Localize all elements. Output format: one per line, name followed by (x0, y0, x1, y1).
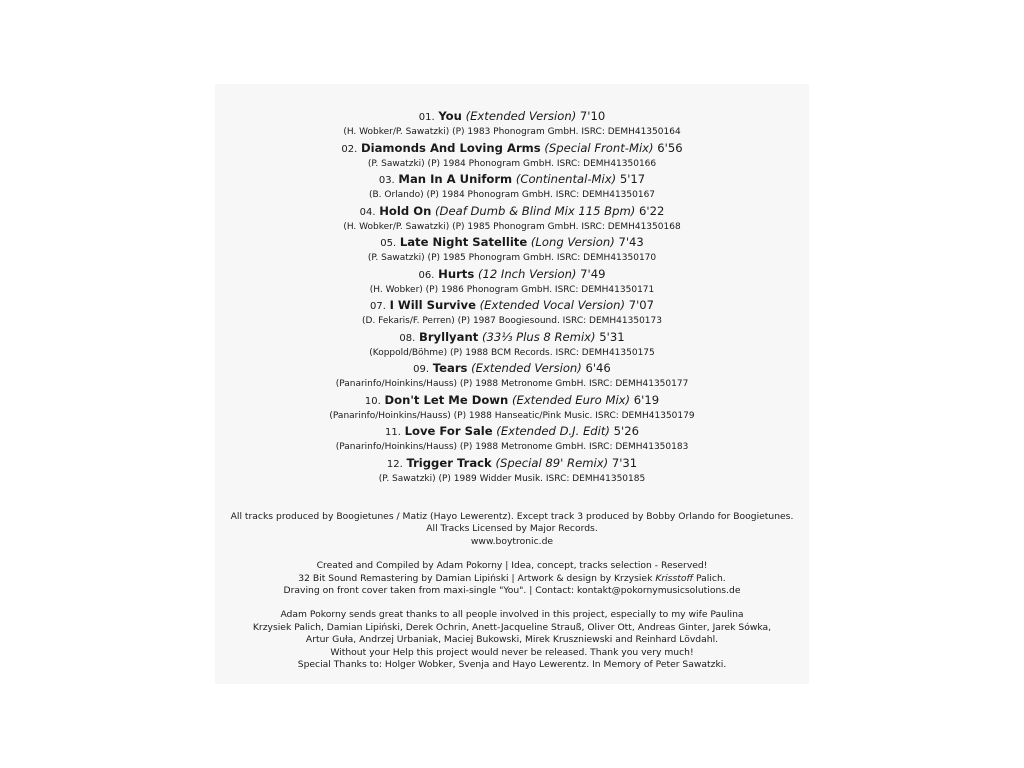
track-version: (Continental-Mix) (515, 172, 617, 186)
track-title: Tears (432, 361, 468, 375)
track-credit: (H. Wobker) (P) 1986 Phonogram GmbH. ISRC: DEMH41350171 (369, 284, 655, 295)
track-version: (Extended Version) (471, 361, 582, 375)
track-duration: 6'56 (657, 140, 683, 155)
thanks-line: Adam Pokorny sends great thanks to all people involved in this project, especially to my wife Paulina (280, 609, 744, 621)
track-version: (Special 89' Remix) (495, 455, 609, 470)
track-item (215, 455, 809, 487)
track-number: 02. (341, 143, 358, 155)
compilation-credits (215, 560, 809, 597)
track-item (215, 266, 809, 298)
track-title: Love For Sale (404, 424, 493, 438)
track-credit: (Panarinfo/Hoinkins/Hauss) (P) 1988 Metronome GmbH. ISRC: DEMH41350183 (335, 442, 689, 452)
track-version: (Extended Vocal Version) (479, 298, 626, 312)
track-credit: (P. Sawatzki) (P) 1984 Phonogram GmbH. ISRC: DEMH41350166 (367, 158, 657, 169)
track-version: (Extended D.J. Edit) (496, 424, 610, 438)
thanks-line: Without your Help this project would never be released. Thank you very much! (330, 646, 694, 658)
track-version: (12 Inch Version) (477, 266, 577, 281)
track-version: (Long Version) (530, 235, 615, 249)
track-version: (Special Front-Mix) (544, 140, 654, 155)
track-number: 07. (369, 301, 386, 312)
track-duration: 7'10 (579, 109, 606, 123)
track-item (215, 329, 809, 361)
track-number: 11. (385, 427, 401, 438)
track-item (215, 360, 809, 392)
track-duration: 7'31 (611, 455, 638, 470)
track-version: (33⅓ Plus 8 Remix) (481, 329, 596, 344)
track-title: Man In A Uniform (398, 172, 513, 186)
track-duration: 5'17 (619, 172, 646, 186)
track-item (215, 140, 809, 172)
track-duration: 5'26 (613, 424, 639, 438)
thanks-line: Krzysiek Palich, Damian Lipiński, Derek Ochrin, Anett-Jacqueline Strauß, Oliver Ott, Andreas Ginter, Jarek Sówka, (252, 621, 772, 633)
thanks-section (215, 609, 809, 671)
track-title: You (438, 109, 462, 123)
track-title: Trigger Track (406, 455, 492, 470)
track-number: 09. (413, 364, 430, 375)
track-title: Hurts (438, 266, 475, 281)
track-number: 03. (378, 175, 395, 186)
track-credit: (P. Sawatzki) (P) 1989 Widder Musik. ISRC: DEMH41350185 (378, 473, 646, 484)
remaster-artwork-line: 32 Bit Sound Remastering by Damian Lipiński | Artwork & design by Krzysiek Krisstoff Palich. (298, 572, 726, 584)
track-title: I Will Survive (389, 298, 476, 312)
track-duration: 6'46 (585, 361, 611, 375)
track-title: Bryllyant (419, 329, 479, 344)
track-duration: 6'19 (633, 392, 660, 407)
track-duration: 6'22 (639, 203, 665, 218)
track-credit: (Panarinfo/Hoinkins/Hauss) (P) 1988 Metronome GmbH. ISRC: DEMH41350177 (335, 379, 689, 389)
track-item (215, 203, 809, 235)
track-credit: (Panarinfo/Hoinkins/Hauss) (P) 1988 Hanseatic/Pink Music. ISRC: DEMH41350179 (329, 410, 695, 421)
track-number: 10. (364, 395, 381, 407)
track-number: 05. (380, 238, 397, 249)
track-number: 04. (359, 206, 376, 218)
track-number: 08. (399, 332, 416, 344)
contact-line: Draving on front cover taken from maxi-single "You". | Contact: kontakt@pokornymusicsolutions.de (283, 585, 741, 597)
production-notes (215, 511, 809, 548)
track-list (215, 108, 809, 486)
track-title: Diamonds And Loving Arms (361, 140, 541, 155)
track-title: Hold On (379, 203, 432, 218)
compiler-line: Created and Compiled by Adam Pokorny | Idea, concept, tracks selection - Reserved! (316, 560, 708, 572)
track-credit: (D. Fekaris/F. Perren) (P) 1987 Boogiesound. ISRC: DEMH41350173 (362, 316, 662, 326)
track-number: 06. (418, 269, 435, 281)
track-item (215, 297, 809, 329)
track-duration: 7'49 (580, 266, 606, 281)
track-item (215, 171, 809, 203)
track-duration: 5'31 (599, 329, 625, 344)
track-duration: 7'43 (618, 235, 644, 249)
track-title: Late Night Satellite (399, 235, 528, 249)
track-number: 01. (418, 112, 435, 123)
thanks-line: Artur Guła, Andrzej Urbaniak, Maciej Bukowski, Mirek Kruszniewski and Reinhard Lövdahl. (305, 634, 719, 646)
track-credit: (B. Orlando) (P) 1984 Phonogram GmbH. ISRC: DEMH41350167 (368, 190, 656, 200)
track-version: (Deaf Dumb & Blind Mix 115 Bpm) (435, 203, 636, 218)
production-line: All tracks produced by Boogietunes / Matiz (Hayo Lewerentz). Except track 3 produced by Bobby Orlando for Boogietunes. (230, 511, 794, 522)
track-item (215, 234, 809, 266)
website-link[interactable]: www.boytronic.de (470, 535, 554, 547)
track-number: 12. (386, 458, 403, 470)
liner-notes (215, 511, 809, 671)
track-version: (Extended Version) (465, 109, 577, 123)
license-line: All Tracks Licensed by Major Records. (426, 523, 598, 535)
thanks-line: Special Thanks to: Holger Wobker, Svenja and Hayo Lewerentz. In Memory of Peter Sawatzki. (297, 659, 727, 671)
track-credit: (H. Wobker/P. Sawatzki) (P) 1983 Phonogram GmbH. ISRC: DEMH41350164 (343, 127, 681, 137)
artist-nickname: Krisstoff (655, 572, 694, 584)
track-duration: 7'07 (628, 298, 655, 312)
track-version: (Extended Euro Mix) (511, 392, 631, 407)
track-item (215, 423, 809, 455)
booklet-page (215, 84, 809, 684)
track-title: Don't Let Me Down (384, 392, 509, 407)
track-credit: (P. Sawatzki) (P) 1985 Phonogram GmbH. ISRC: DEMH41350170 (367, 253, 657, 263)
track-credit: (H. Wobker/P. Sawatzki) (P) 1985 Phonogram GmbH. ISRC: DEMH41350168 (343, 221, 681, 232)
track-credit: (Koppold/Böhme) (P) 1988 BCM Records. ISRC: DEMH41350175 (369, 347, 655, 358)
track-item (215, 108, 809, 140)
track-item (215, 392, 809, 424)
